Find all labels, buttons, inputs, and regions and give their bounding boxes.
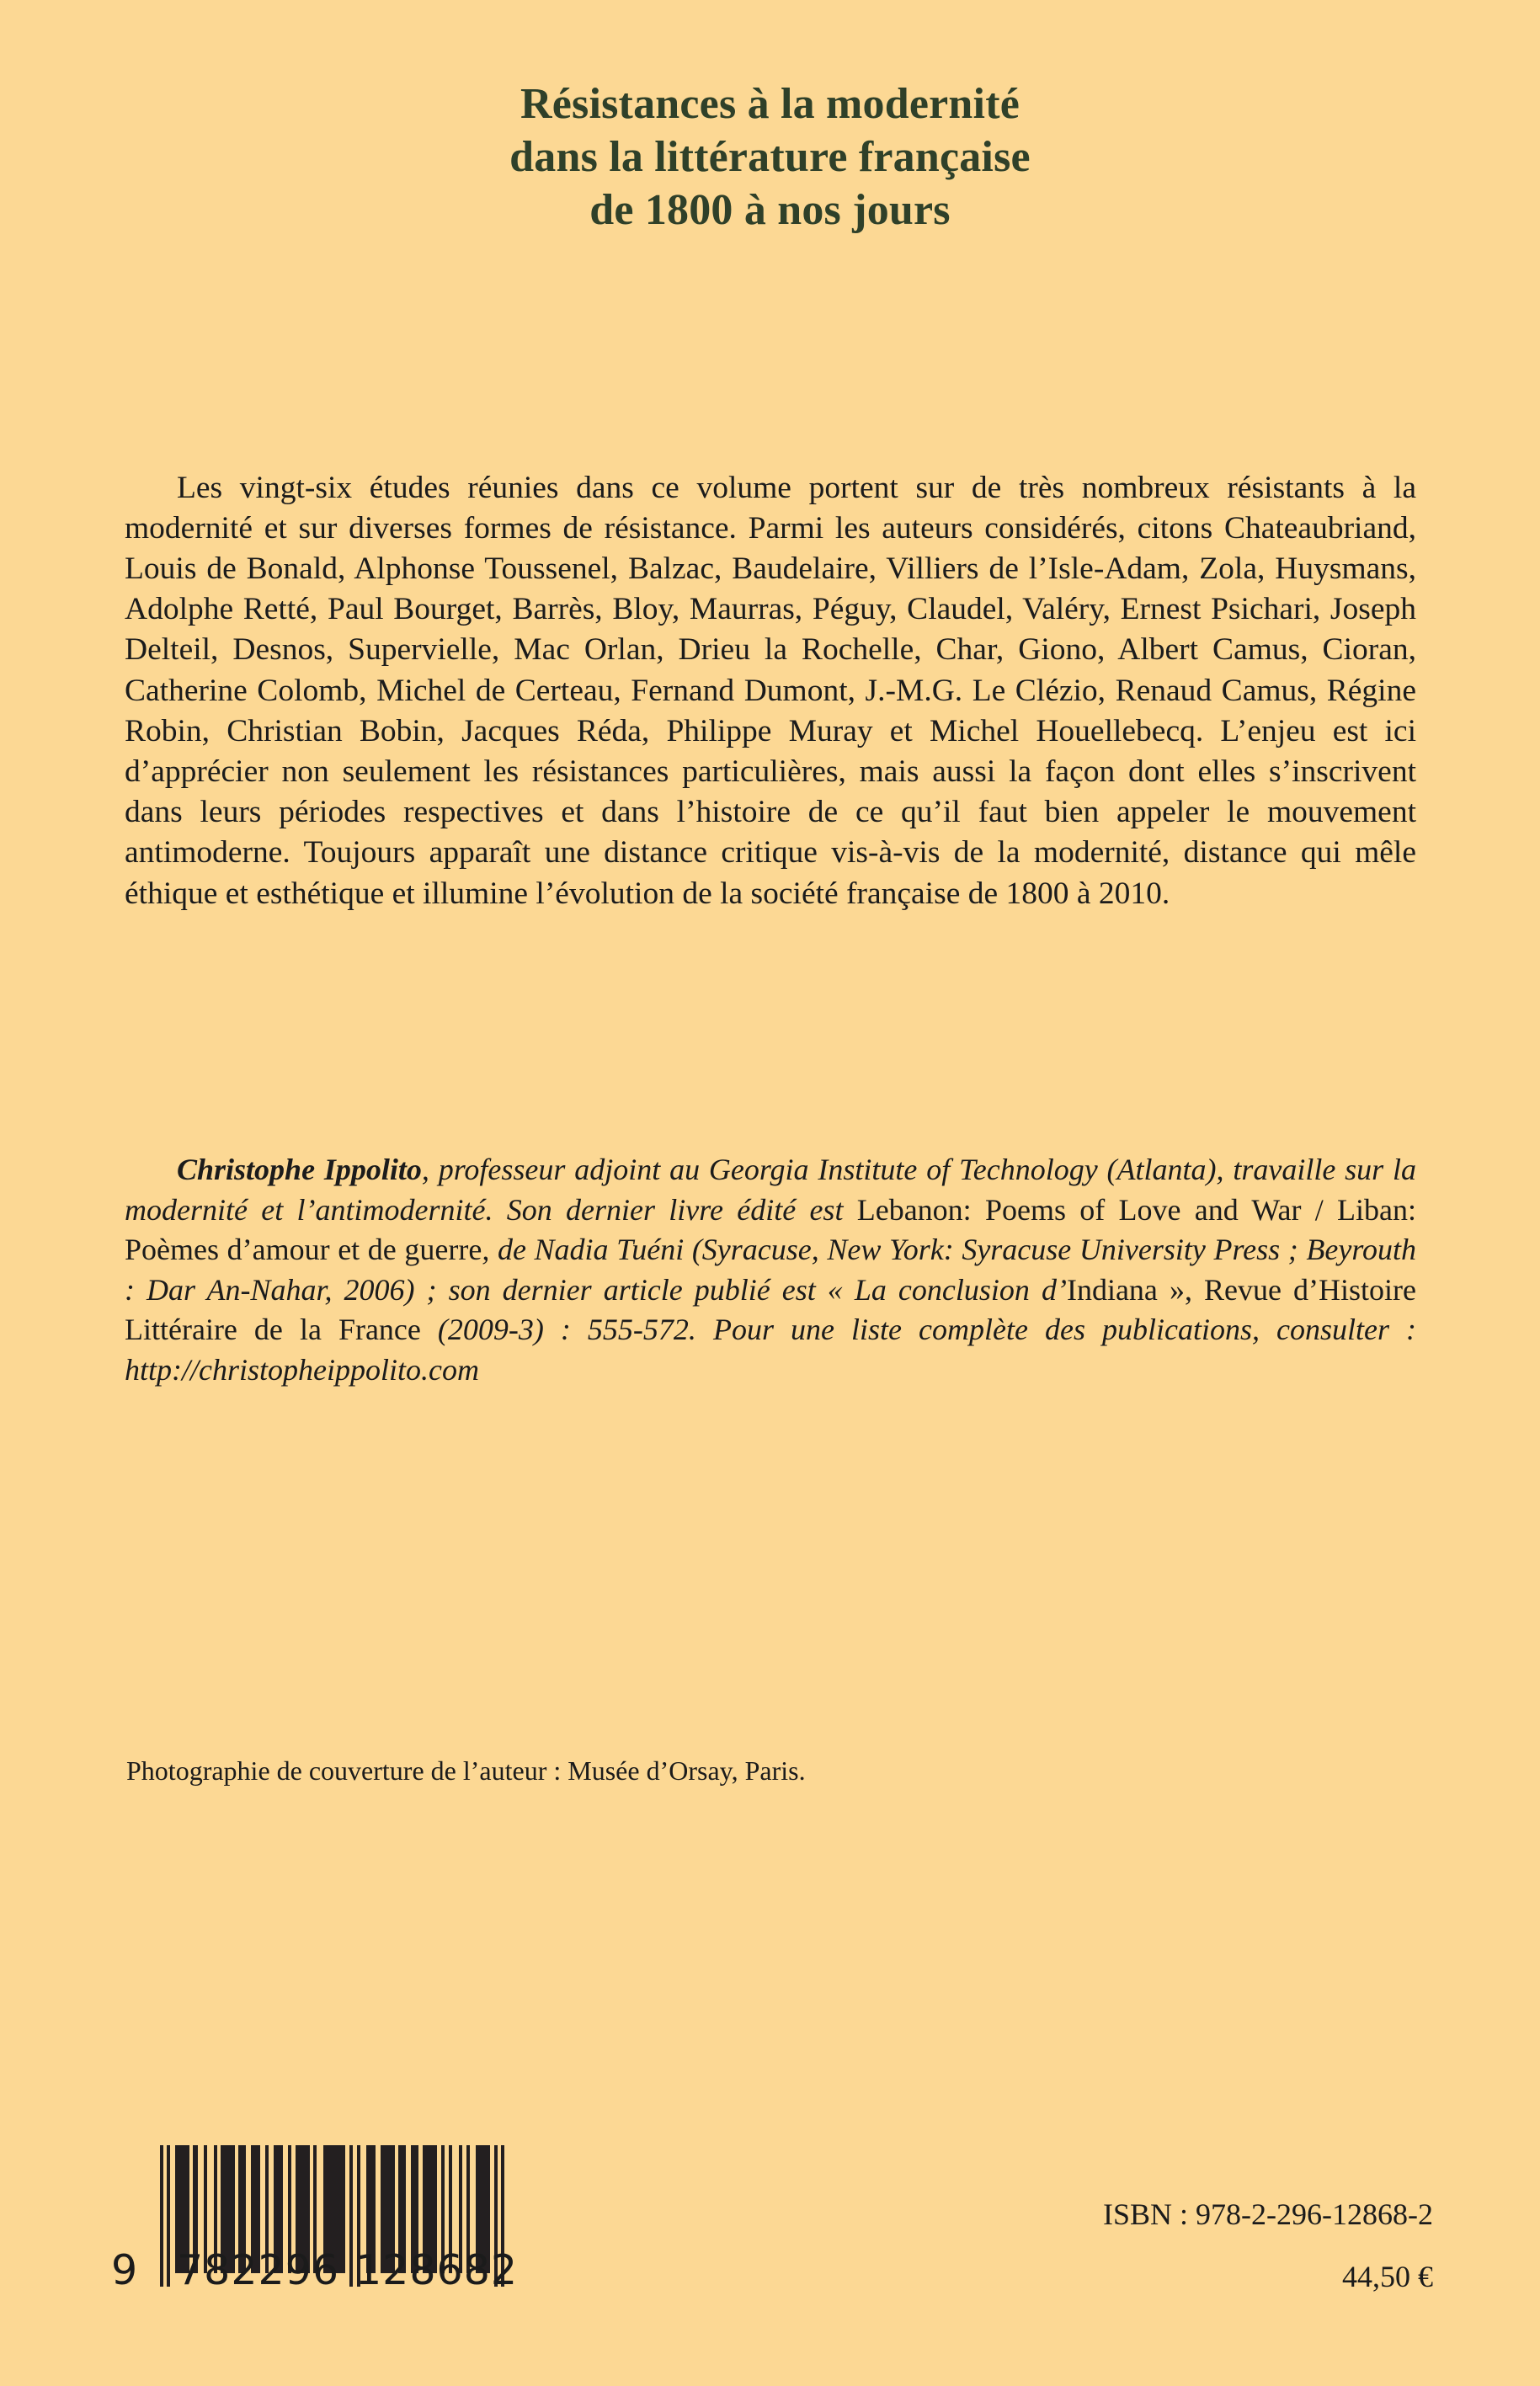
bio-part-2: , de Nadia Tuéni (Syracuse, New York: Syracuse University Press ; Beyrouth : Dar An-Nahar, 2006) ; son dernier article publié est « La conclusion d’: [125, 1233, 1416, 1307]
bio-book-title: Lebanon: Poems of Love and War / Liban: Poèmes d’amour et de guerre: [125, 1192, 1416, 1266]
bio-part-1: , professeur adjoint au Georgia Institute of Technology (Atlanta), travaille sur la modernité et l’antimodernité. Son dernier livre édité est: [125, 1153, 1416, 1227]
photo-credit: Photographie de couverture de l’auteur : Musée d’Orsay, Paris.: [126, 1755, 806, 1786]
barcode-right-group: 128682: [355, 2246, 519, 2294]
bio-part-3: (2009-3) : 555-572. Pour une liste complète des publications, consulter : http://christopheippolito.com: [125, 1313, 1416, 1387]
book-title: [0, 77, 1540, 237]
title-line-2: dans la littérature française: [509, 133, 1031, 181]
back-cover-blurb: Les vingt-six études réunies dans ce volume portent sur de très nombreux résistants à la modernité et sur diverses formes de résistance. Parmi les auteurs considérés, citons Chateaubriand, Louis de Bonald, Alphonse Toussenel, Balzac, Baudelaire, Villiers de l’Isle-Adam, Zola, Huysmans, Adolphe Retté, Paul Bourget, Barrès, Bloy, Maurras, Péguy, Claudel, Valéry, Ernest Psichari, Joseph Delteil, Desnos, Supervielle, Mac Orlan, Drieu la Rochelle, Char, Giono, Albert Camus, Cioran, Catherine Colomb, Michel de Certeau, Fernand Dumont, J.-M.G. Le Clézio, Renaud Camus, Régine Robin, Christian Bobin, Jacques Réda, Philippe Muray et Michel Houellebecq. L’enjeu est ici d’apprécier non seulement les résistances particulières, mais aussi la façon dont elles s’inscrivent dans leurs périodes respectives et dans l’histoire de ce qu’il faut bien appeler le mouvement antimoderne. Toujours apparaît une distance critique vis-à-vis de la modernité, distance qui mêle éthique et esthétique et illumine l’évolution de la société française de 1800 à 2010.: [125, 470, 1416, 911]
barcode-lead-digit: 9: [111, 2246, 139, 2294]
title-line-1: Résistances à la modernité: [520, 80, 1020, 128]
title-line-3: de 1800 à nos jours: [589, 186, 951, 234]
price-text: 44,50 €: [1342, 2260, 1433, 2293]
author-biography: [125, 1150, 1416, 1390]
barcode-digits: [111, 2246, 519, 2294]
barcode-left-group: 782296: [177, 2246, 340, 2294]
author-name: Christophe Ippolito: [177, 1153, 422, 1186]
bio-article-title: Indiana », Revue d’Histoire Littéraire de la France: [125, 1272, 1416, 1346]
isbn-text: ISBN : 978-2-296-12868-2: [1103, 2197, 1433, 2231]
